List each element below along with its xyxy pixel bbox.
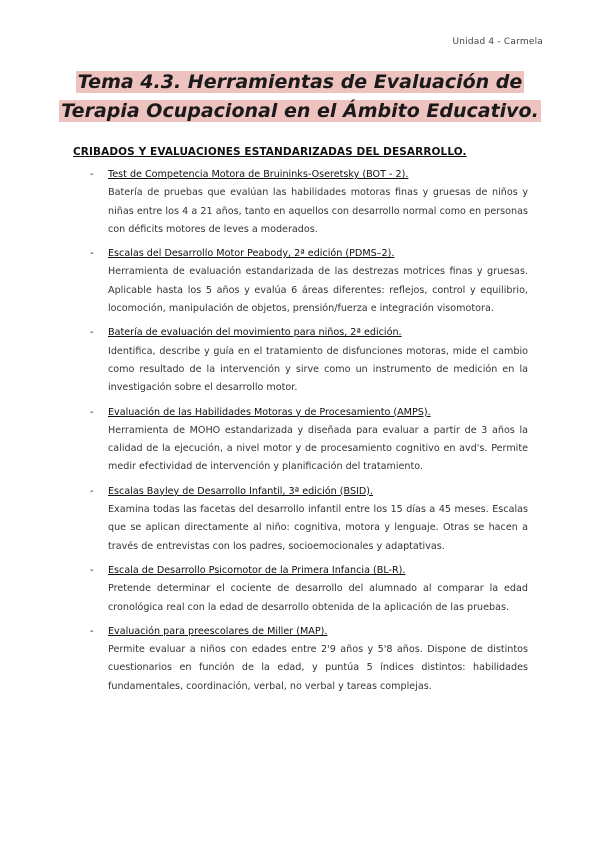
title-line-2: Terapia Ocupacional en el Ámbito Educativo. [61, 100, 539, 122]
list-item-map [90, 623, 528, 696]
item-description: Permite evaluar a niños con edades entre 2'9 años y 5'8 años. Dispone de distintos cuestionarios en función de la edad, y puntúa 5 índices distintos: habilidades fundamentales, coordinación, verbal, no verbal y tareas complejas. [108, 644, 528, 692]
bullet: - [90, 248, 94, 260]
item-description: Identifica, describe y guía en el tratamiento de disfunciones motoras, mide el cambio como resultado de la intervención y sirve como un instrumento de medición en la investigación sobre el desarrollo motor. [108, 345, 528, 394]
assessment-list [90, 166, 528, 702]
section-heading: CRIBADOS Y EVALUACIONES ESTANDARIZADAS DEL DESARROLLO. [73, 146, 467, 158]
bullet: - [90, 625, 94, 637]
bullet: - [90, 169, 94, 180]
item-title: Evaluación de las Habilidades Motoras y de Procesamiento (AMPS). [108, 406, 431, 418]
list-item-bot2 [90, 166, 528, 239]
bullet: - [90, 406, 94, 418]
item-description: Herramienta de evaluación estandarizada de las destrezas motrices finas y gruesas. Aplicable hasta los 5 años y evalúa 6 áreas diferentes: reflejos, control y equilibrio, locomoción, manipulación de objetos, prensión/fuerza e integración visomotora. [108, 266, 528, 315]
bullet: - [90, 327, 94, 339]
item-title: Batería de evaluación del movimiento para niños, 2ª edición. [108, 327, 402, 339]
item-description: Examina todas las facetas del desarrollo infantil entre los 15 días a 45 meses. Escalas que se aplican directamente al niño: cognitiva, motora y lenguaje. Otras se hacen a través de entrevistas con los padres, socioemocionales y adaptativas. [108, 504, 528, 552]
bullet: - [90, 564, 94, 576]
page-title [40, 68, 560, 126]
bullet: - [90, 485, 94, 497]
page-header: Unidad 4 - Carmela [452, 37, 543, 47]
item-description: Pretende determinar el cociente de desarrollo del alumnado al comparar la edad cronológica real con la edad de desarrollo obtenida de la aplicación de las pruebas. [108, 583, 528, 613]
list-item-amps [90, 404, 528, 477]
item-description: Batería de pruebas que evalúan las habilidades motoras finas y gruesas de niños y niñas entre los 4 a 21 años, tanto en aquellos con desarrollo normal como en personas con déficits motores de leves a moderados. [108, 187, 528, 235]
title-line-1: Tema 4.3. Herramientas de Evaluación de [77, 71, 523, 93]
list-item-bsid [90, 483, 528, 556]
list-item-movement-battery [90, 324, 528, 397]
item-title: Test de Competencia Motora de Bruininks-Oseretsky (BOT - 2). [108, 169, 409, 180]
item-title: Escalas Bayley de Desarrollo Infantil, 3ª edición (BSID). [108, 485, 374, 497]
list-item-bl-r [90, 562, 528, 617]
item-title: Escalas del Desarrollo Motor Peabody, 2ª edición (PDMS–2). [108, 248, 395, 260]
item-title: Evaluación para preescolares de Miller (MAP). [108, 625, 328, 637]
item-title: Escala de Desarrollo Psicomotor de la Primera Infancia (BL-R). [108, 564, 406, 576]
item-description: Herramienta de MOHO estandarizada y diseñada para evaluar a partir de 3 años la calidad de la ejecución, a nivel motor y de procesamiento cognitivo en avd's. Permite medir efectividad de intervención y planificación del tratamiento. [108, 424, 528, 473]
list-item-pdms2 [90, 245, 528, 318]
